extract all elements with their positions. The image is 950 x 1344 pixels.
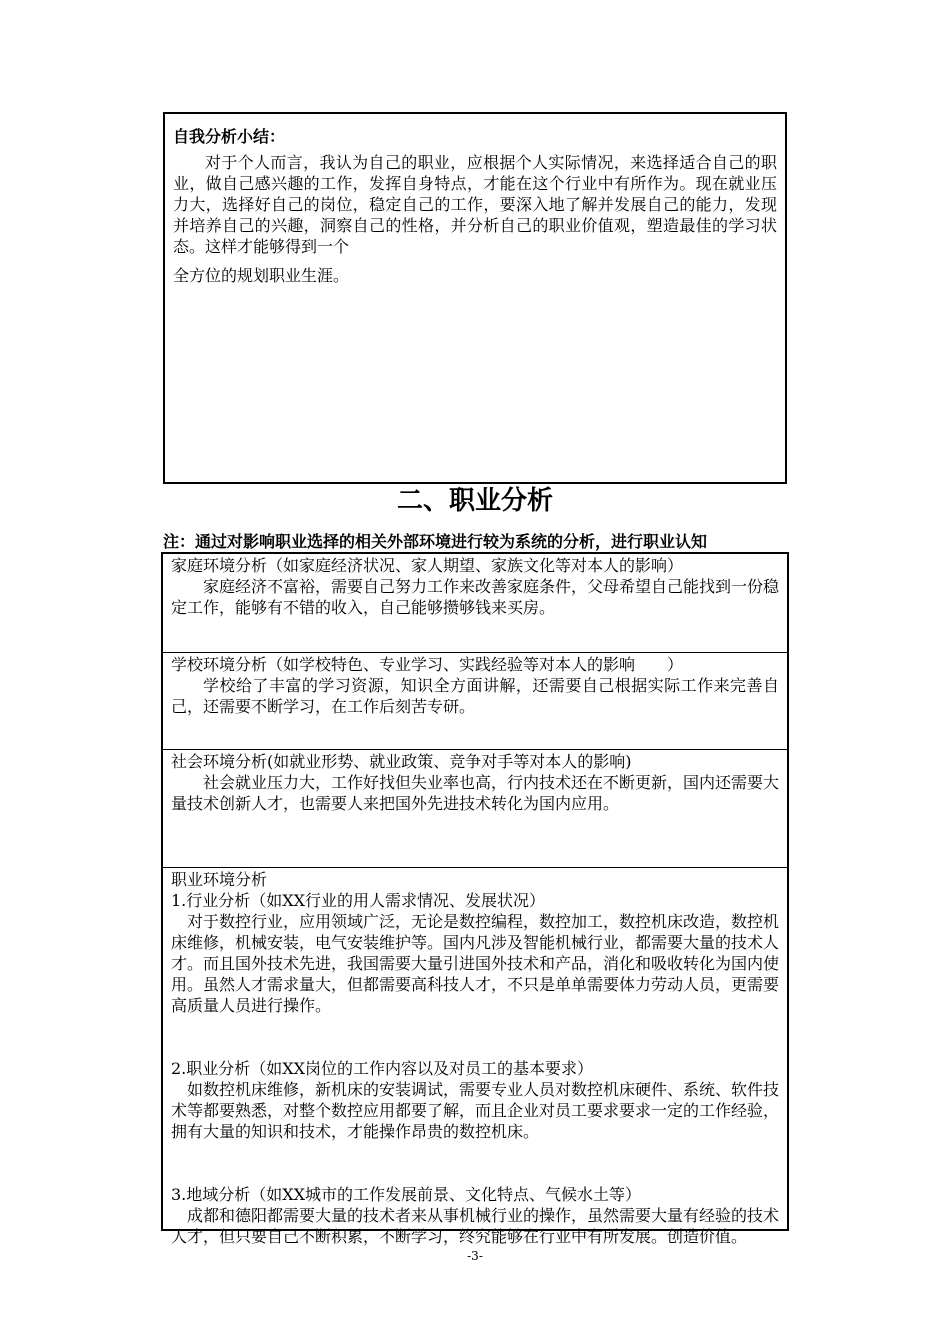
school-environment-row — [163, 652, 787, 749]
career-environment-row — [163, 867, 787, 1246]
summary-body: 对于个人而言，我认为自己的职业，应根据个人实际情况，来选择适合自己的职业，做自己感兴趣的工作，发挥自身特点，才能在这个行业中有所作为。现在就业压力大，选择好自己的岗位，稳定自己的工作，要深入地了解并发展自己的能力，发现并培养自己的兴趣，洞察自己的性格，并分析自己的职业价值观，塑造最佳的学习状态。这样才能够得到一个 — [173, 153, 777, 256]
region-analysis-body: 成都和德阳都需要大量的技术者来从事机械行业的操作，虽然需要大量有经验的技术人才，但只要自己不断积累，不断学习，终究能够在行业中有所发展。创造价值。 — [171, 1206, 780, 1246]
summary-title: 自我分析小结： — [173, 127, 286, 146]
career-environment-title: 职业环境分析 — [171, 870, 268, 889]
industry-analysis-body: 对于数控行业，应用领域广泛，无论是数控编程，数控加工，数控机床改造，数控机床维修，机械安装，电气安装维护等。国内凡涉及智能机械行业，都需要大量的技术人才。而且国外技术先进，我国需要大量引进国外技术和产品，消化和吸收转化为国内使用。虽然人才需求量大，但都需要高科技人才，不只是单单需要体力劳动人员，更需要高质量人员进行操作。 — [171, 912, 780, 1015]
section-note: 注：通过对影响职业选择的相关外部环境进行较为系统的分析，进行职业认知 — [163, 532, 708, 551]
industry-analysis-title: 1.行业分析（如XX行业的用人需求情况、发展状况） — [171, 891, 546, 910]
society-environment-row — [163, 749, 787, 867]
job-analysis-body: 如数控机床维修，新机床的安装调试，需要专业人员对数控机床硬件、系统、软件技术等都要熟悉，对整个数控应用都要了解，而且企业对员工要求要求一定的工作经验，拥有大量的知识和技术，才能操作昂贵的数控机床。 — [171, 1080, 780, 1141]
school-environment-body: 学校给了丰富的学习资源，知识全方面讲解，还需要自己根据实际工作来完善自己，还需要不断学习，在工作后刻苦专研。 — [171, 676, 779, 716]
society-environment-title: 社会环境分析(如就业形势、就业政策、竞争对手等对本人的影响) — [171, 752, 632, 771]
family-environment-title: 家庭环境分析（如家庭经济状况、家人期望、家族文化等对本人的影响） — [171, 556, 684, 575]
self-analysis-summary-box — [163, 112, 787, 484]
region-analysis-title: 3.地域分析（如XX城市的工作发展前景、文化特点、气候水土等） — [171, 1185, 642, 1204]
family-environment-body: 家庭经济不富裕，需要自己努力工作来改善家庭条件，父母希望自己能找到一份稳定工作，能够有不错的收入，自己能够攒够钱来买房。 — [171, 577, 780, 617]
society-environment-body: 社会就业压力大，工作好找但失业率也高，行内技术还在不断更新，国内还需要大量技术创新人才，也需要人来把国外先进技术转化为国内应用。 — [171, 773, 780, 813]
family-environment-row — [163, 554, 787, 652]
job-analysis-title: 2.职业分析（如XX岗位的工作内容以及对员工的基本要求） — [171, 1059, 594, 1078]
page-number: -3- — [467, 1249, 483, 1263]
summary-tail: 全方位的规划职业生涯。 — [173, 266, 350, 285]
spacer — [171, 1142, 779, 1184]
school-environment-title: 学校环境分析（如学校特色、专业学习、实践经验等对本人的影响 ） — [171, 655, 684, 674]
spacer — [171, 1016, 779, 1058]
section-heading: 二、职业分析 — [396, 486, 553, 516]
environment-analysis-table — [161, 552, 789, 1246]
